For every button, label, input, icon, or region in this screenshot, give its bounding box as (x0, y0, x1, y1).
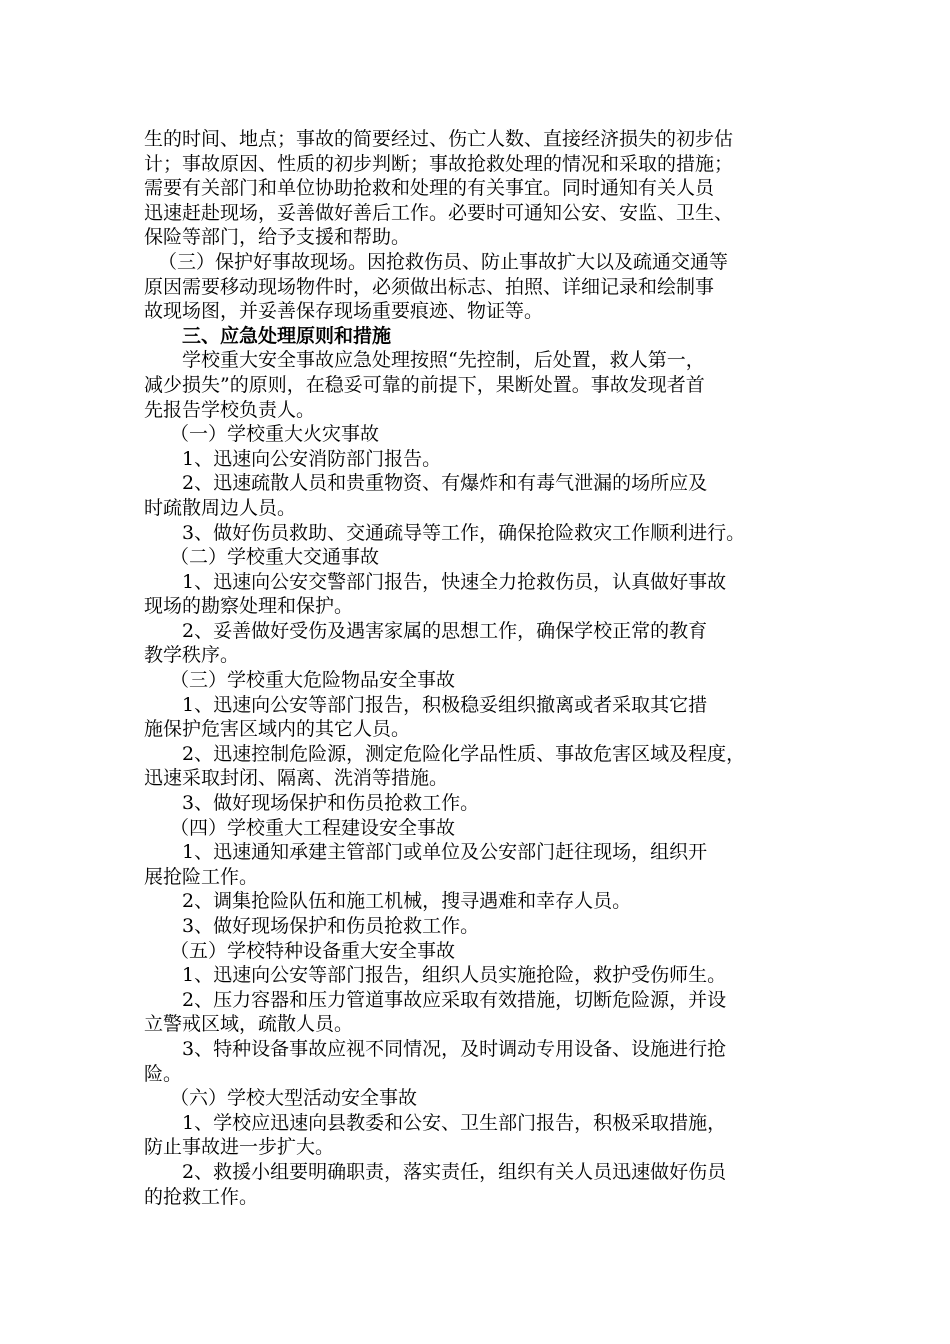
text-line: 1、迅速向公安等部门报告，组织人员实施抢险，救护受伤师生。 (182, 964, 727, 987)
text-line: 需要有关部门和单位协助抢救和处理的有关事宜。同时通知有关人员 (144, 177, 715, 200)
text-line: 3、做好现场保护和伤员抢救工作。 (182, 915, 480, 937)
document-body (144, 127, 812, 1209)
text-line: 迅速赶赴现场，妥善做好善后工作。必要时可通知公安、安监、卫生、 (144, 201, 734, 224)
text-line: 学校重大安全事故应急处理按照“先控制，后处置，救人第一， (182, 349, 705, 372)
text-line: 2、迅速疏散人员和贵重物资、有爆炸和有毒气泄漏的场所应及 (182, 472, 708, 495)
text-line: （一）学校重大火灾事故 (170, 423, 380, 446)
text-line: 时疏散周边人员。 (144, 496, 297, 519)
text-line: 1、迅速向公安等部门报告，积极稳妥组织撤离或者采取其它措 (182, 693, 708, 716)
text-line: 1、学校应迅速向县教委和公安、卫生部门报告，积极采取措施， (182, 1111, 727, 1134)
text-line: 迅速采取封闭、隔离、洗消等措施。 (144, 767, 449, 790)
text-line: 1、迅速通知承建主管部门或单位及公安部门赶往现场，组织开 (182, 841, 708, 864)
text-line: 先报告学校负责人。 (144, 398, 316, 421)
text-line: 立警戒区域，疏散人员。 (144, 1013, 354, 1036)
text-line: 险。 (144, 1062, 183, 1085)
text-line: 计；事故原因、性质的初步判断；事故抢救处理的情况和采取的措施； (144, 152, 734, 175)
text-line: 保险等部门，给予支援和帮助。 (144, 226, 411, 249)
text-line: 3、特种设备事故应视不同情况，及时调动专用设备、设施进行抢 (182, 1037, 727, 1060)
text-line: 的抢救工作。 (144, 1185, 259, 1208)
text-line: 施保护危害区域内的其它人员。 (144, 718, 411, 741)
text-line: （六）学校大型活动安全事故 (170, 1087, 418, 1110)
text-line: （五）学校特种设备重大安全事故 (170, 939, 456, 962)
section-heading: 三、应急处理原则和措施 (182, 324, 392, 347)
text-line: 教学秩序。 (144, 644, 240, 667)
text-line: 2、压力容器和压力管道事故应采取有效措施，切断危险源，并设 (182, 988, 727, 1011)
text-line: 3、做好伤员救助、交通疏导等工作，确保抢险救灾工作顺利进行。 (182, 521, 746, 544)
text-line: （四）学校重大工程建设安全事故 (170, 816, 456, 839)
text-line: 生的时间、地点；事故的简要经过、伤亡人数、直接经济损失的初步估 (144, 128, 734, 150)
text-line: 1、迅速向公安消防部门报告。 (182, 447, 442, 470)
text-line: 2、妥善做好受伤及遇害家属的思想工作，确保学校正常的教育 (182, 619, 708, 642)
text-line: 现场的勘察处理和保护。 (144, 595, 354, 618)
text-line: （三）学校重大危险物品安全事故 (170, 669, 456, 692)
text-line: 3、做好现场保护和伤员抢救工作。 (182, 792, 480, 815)
text-line: 1、迅速向公安交警部门报告，快速全力抢救伤员，认真做好事故 (182, 570, 727, 593)
text-line: （三）保护好事故现场。因抢救伤员、防止事故扩大以及疏通交通等 (158, 250, 729, 273)
text-line: 防止事故进一步扩大。 (144, 1136, 335, 1159)
text-line: 故现场图，并妥善保存现场重要痕迹、物证等。 (144, 300, 544, 323)
text-line: （二）学校重大交通事故 (170, 546, 380, 569)
text-line: 2、调集抢险队伍和施工机械，搜寻遇难和幸存人员。 (182, 890, 632, 913)
text-line: 减少损失”的原则，在稳妥可靠的前提下，果断处置。事故发现者首 (144, 373, 705, 396)
text-line: 2、迅速控制危险源，测定危险化学品性质、事故危害区域及程度， (182, 742, 746, 765)
text-line: 2、救援小组要明确职责，落实责任，组织有关人员迅速做好伤员 (182, 1160, 727, 1183)
text-line: 原因需要移动现场物件时，必须做出标志、拍照、详细记录和绘制事 (144, 275, 715, 298)
text-line: 展抢险工作。 (144, 865, 259, 888)
